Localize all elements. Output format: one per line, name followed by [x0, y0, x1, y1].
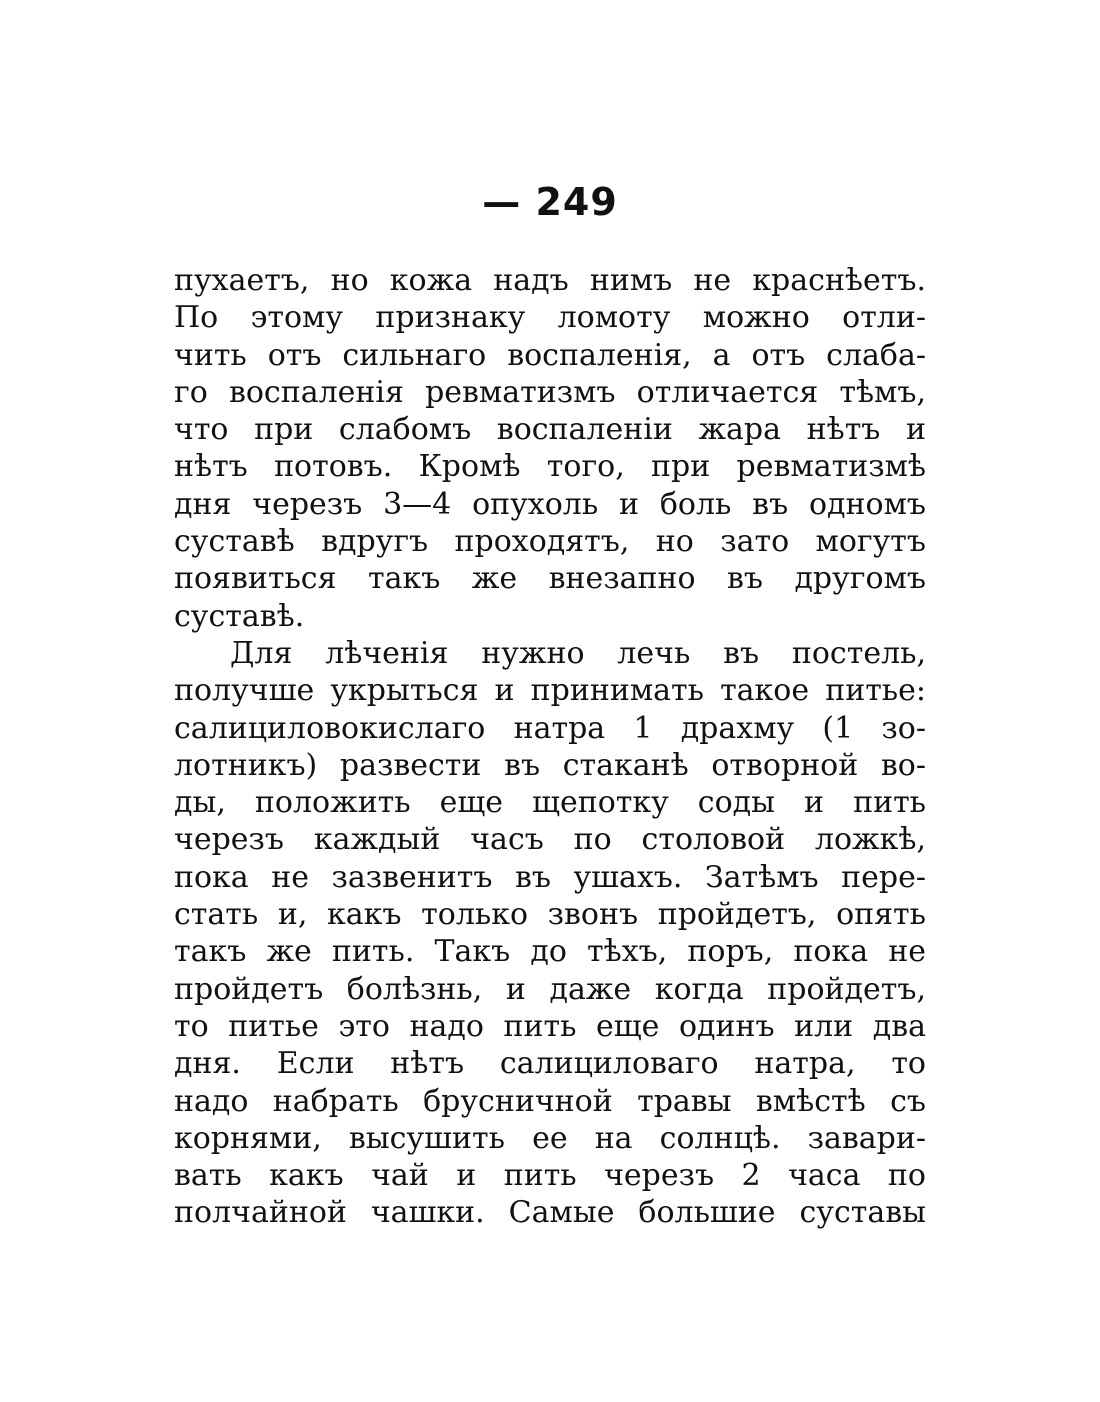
text-line: суставѣ.	[174, 598, 305, 634]
text-line: пройдетъ болѣзнь, и даже когда пройдетъ,	[174, 971, 926, 1007]
text-line: Для лѣченія нужно лечь въ постель,	[230, 635, 926, 671]
text-line: По этому признаку ломоту можно отли-	[174, 300, 926, 336]
body-text	[174, 262, 926, 1232]
text-line: суставѣ вдругъ проходятъ, но зато могутъ	[174, 524, 926, 560]
text-line: вать какъ чай и пить черезъ 2 часа по	[174, 1158, 926, 1194]
text-line: надо набрать брусничной травы вмѣстѣ съ	[174, 1083, 926, 1119]
text-line: полчайной чашки. Самые большие суставы	[174, 1195, 926, 1231]
text-line: го воспаленія ревматизмъ отличается тѣмъ,	[174, 374, 926, 410]
page-number: — 249	[482, 180, 618, 224]
text-line: лотникъ) развести въ стаканѣ отворной во-	[174, 747, 926, 783]
text-line: получше укрыться и принимать такое питье:	[174, 673, 926, 709]
text-line: такъ же пить. Такъ до тѣхъ, поръ, пока не	[174, 934, 926, 970]
text-line: то питье это надо пить еще одинъ или два	[174, 1008, 926, 1044]
text-line: появиться такъ же внезапно въ другомъ	[174, 561, 926, 597]
text-line: ды, положить еще щепотку соды и пить	[174, 785, 926, 821]
text-line: пока не зазвенитъ въ ушахъ. Затѣмъ пере-	[174, 859, 926, 895]
text-line: корнями, высушить ее на солнцѣ. завари-	[174, 1120, 926, 1156]
text-line: что при слабомъ воспаленіи жара нѣтъ и	[174, 412, 926, 448]
text-line: салициловокислаго натра 1 драхму (1 зо-	[174, 710, 926, 746]
text-line: дня. Если нѣтъ салициловаго натра, то	[174, 1046, 926, 1082]
text-line: пухаетъ, но кожа надъ нимъ не краснѣетъ.	[174, 263, 926, 298]
text-line: черезъ каждый часъ по столовой ложкѣ,	[174, 822, 926, 858]
text-line: чить отъ сильнаго воспаленія, а отъ слаба-	[174, 337, 926, 373]
text-line: нѣтъ потовъ. Кромѣ того, при ревматизмѣ	[174, 449, 926, 485]
text-line: дня черезъ 3—4 опухоль и боль въ одномъ	[174, 486, 926, 522]
text-line: стать и, какъ только звонъ пройдетъ, опять	[174, 897, 926, 933]
